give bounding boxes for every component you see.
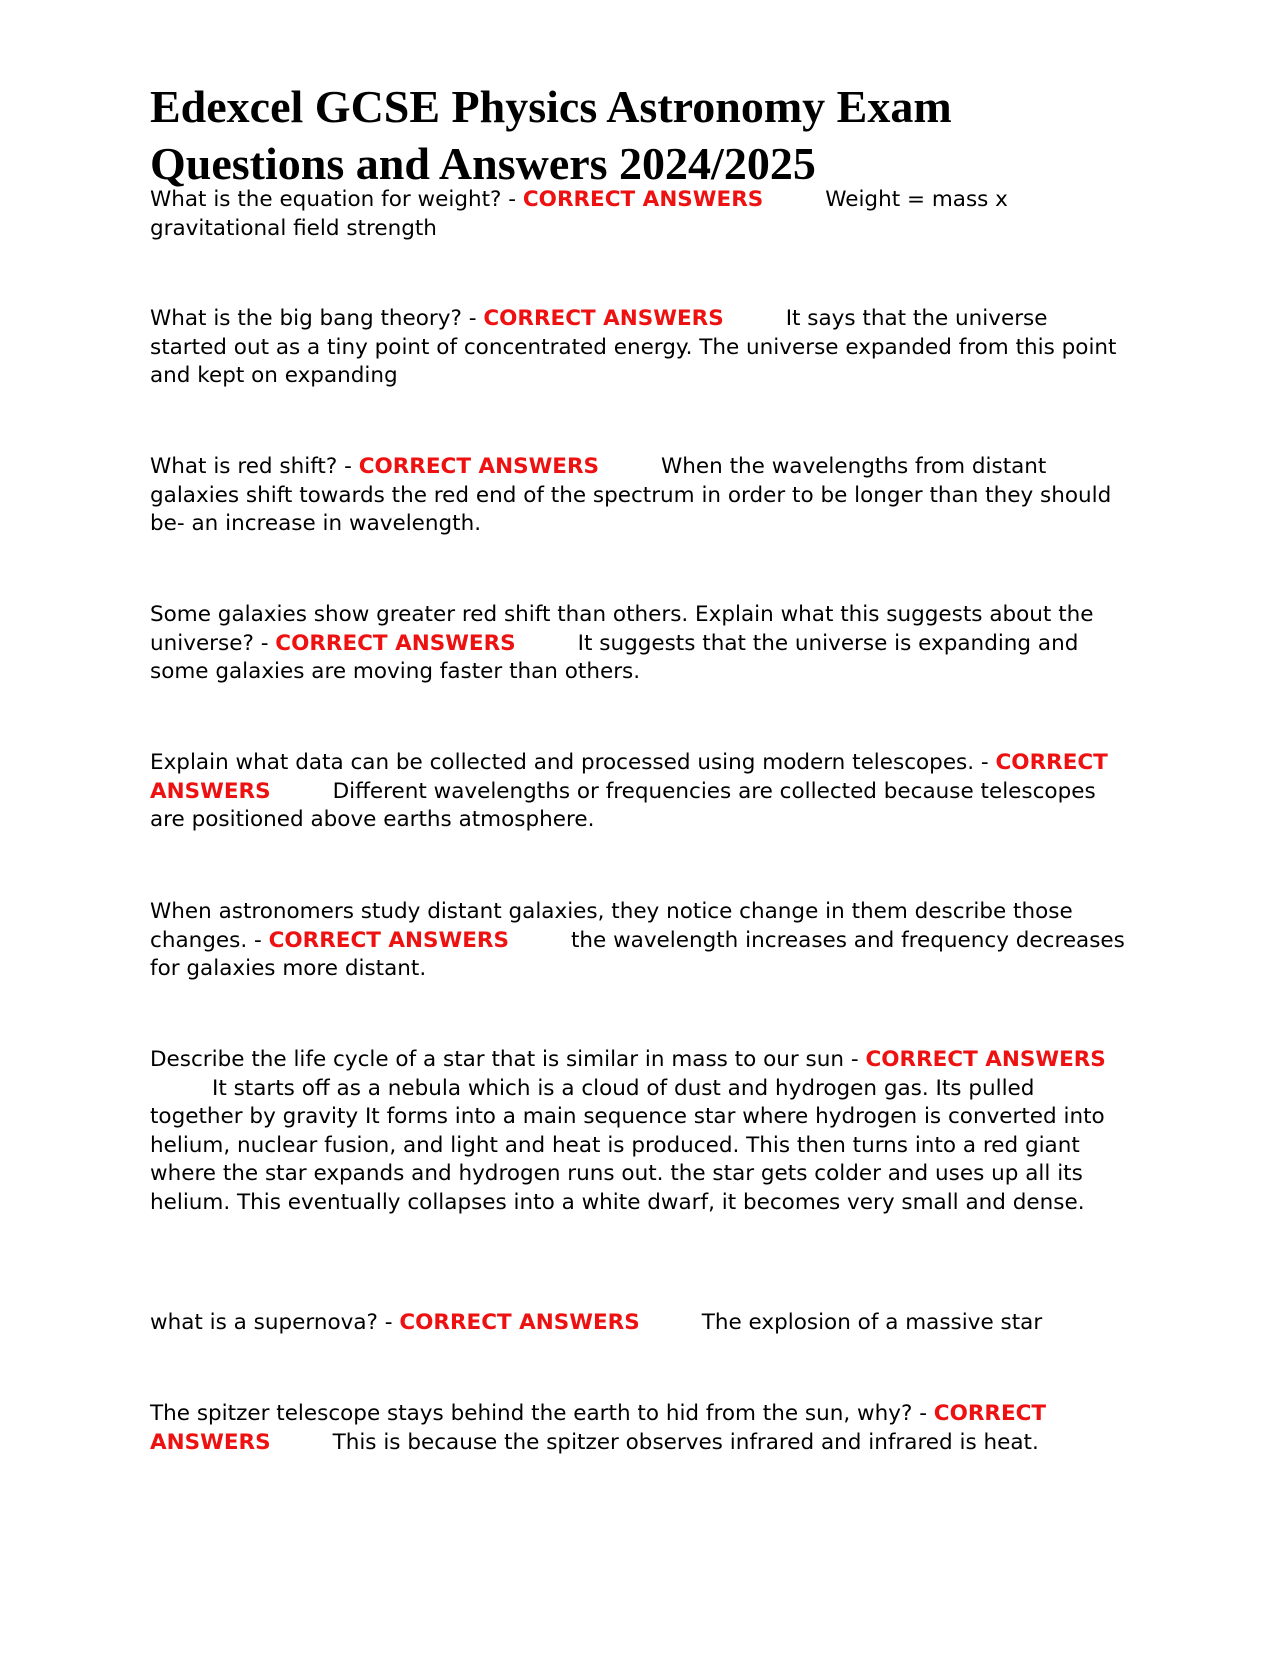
answer-text: When the wavelengths from distant galaxies shift towards the red end of the spectrum in order to be longer than they should be- an increase in wavelength. (150, 454, 1112, 537)
question-text: what is a supernova? - (150, 1310, 393, 1335)
answer-text: This is because the spitzer observes infrared and infrared is heat. (332, 1429, 1039, 1455)
correct-answers-label: CORRECT ANSWERS (268, 927, 509, 953)
correct-answers-label: CORRECT ANSWERS (399, 1310, 640, 1335)
question-text: What is the big bang theory? - (150, 306, 477, 331)
correct-answers-label: CORRECT ANSWERS (522, 187, 764, 212)
question-text: Some galaxies show greater red shift than others. Explain what this suggests about the universe? - (150, 602, 1094, 656)
answer-text: It says that the universe started out as a tiny point of concentrated energy. The universe expanded from this point and kept on expanding (150, 306, 1117, 389)
correct-answers-label: CORRECT ANSWERS (358, 454, 600, 479)
qa-item (150, 453, 1128, 539)
correct-answers-label: CORRECT ANSWERS (483, 306, 724, 331)
question-text: Describe the life cycle of a star that is similar in mass to our sun - (150, 1047, 859, 1072)
qa-item (150, 1046, 1128, 1218)
qa-item (150, 749, 1128, 835)
correct-answers-label: CORRECT ANSWERS (865, 1047, 1106, 1072)
answer-text: the wavelength increases and frequency decreases for galaxies more distant. (150, 927, 1125, 982)
answer-text: It suggests that the universe is expanding and some galaxies are moving faster than others. (150, 630, 1079, 685)
qa-item (150, 601, 1128, 687)
question-text: What is the equation for weight? - (150, 187, 517, 212)
answer-text: The explosion of a massive star (701, 1310, 1043, 1335)
correct-answers-label: CORRECT ANSWERS (275, 630, 516, 656)
answer-text: It starts off as a nebula which is a cloud of dust and hydrogen gas. Its pulled together by gravity It forms into a main sequence star where hydrogen is converted into helium, nuclear fusion, and light and heat is produced. This then turns into a red giant where the star expands and hydrogen runs out. the star gets colder and uses up all its helium. This eventually collapses into a white dwarf, it becomes very small and dense. (150, 1075, 1105, 1215)
qa-item (150, 305, 1128, 391)
answer-text: Weight = mass x gravitational field strength (150, 187, 1008, 241)
question-text: When astronomers study distant galaxies, they notice change in them describe those changes. - (150, 899, 1073, 953)
qa-item (150, 1309, 1128, 1338)
qa-item (150, 1400, 1128, 1457)
qa-item (150, 898, 1128, 984)
question-text: What is red shift? - (150, 454, 352, 479)
question-text: The spitzer telescope stays behind the earth to hid from the sun, why? - (150, 1401, 927, 1426)
qa-item (150, 186, 1128, 243)
document-title: Edexcel GCSE Physics Astronomy Exam Questions and Answers 2024/2025 (150, 81, 952, 189)
correct-answers-label: CORRECT ANSWERS (150, 750, 1108, 804)
answer-text: Different wavelengths or frequencies are collected because telescopes are positioned above earths atmosphere. (150, 778, 1096, 833)
question-text: Explain what data can be collected and processed using modern telescopes. - (150, 750, 989, 775)
correct-answers-label: CORRECT ANSWERS (150, 1401, 1047, 1455)
